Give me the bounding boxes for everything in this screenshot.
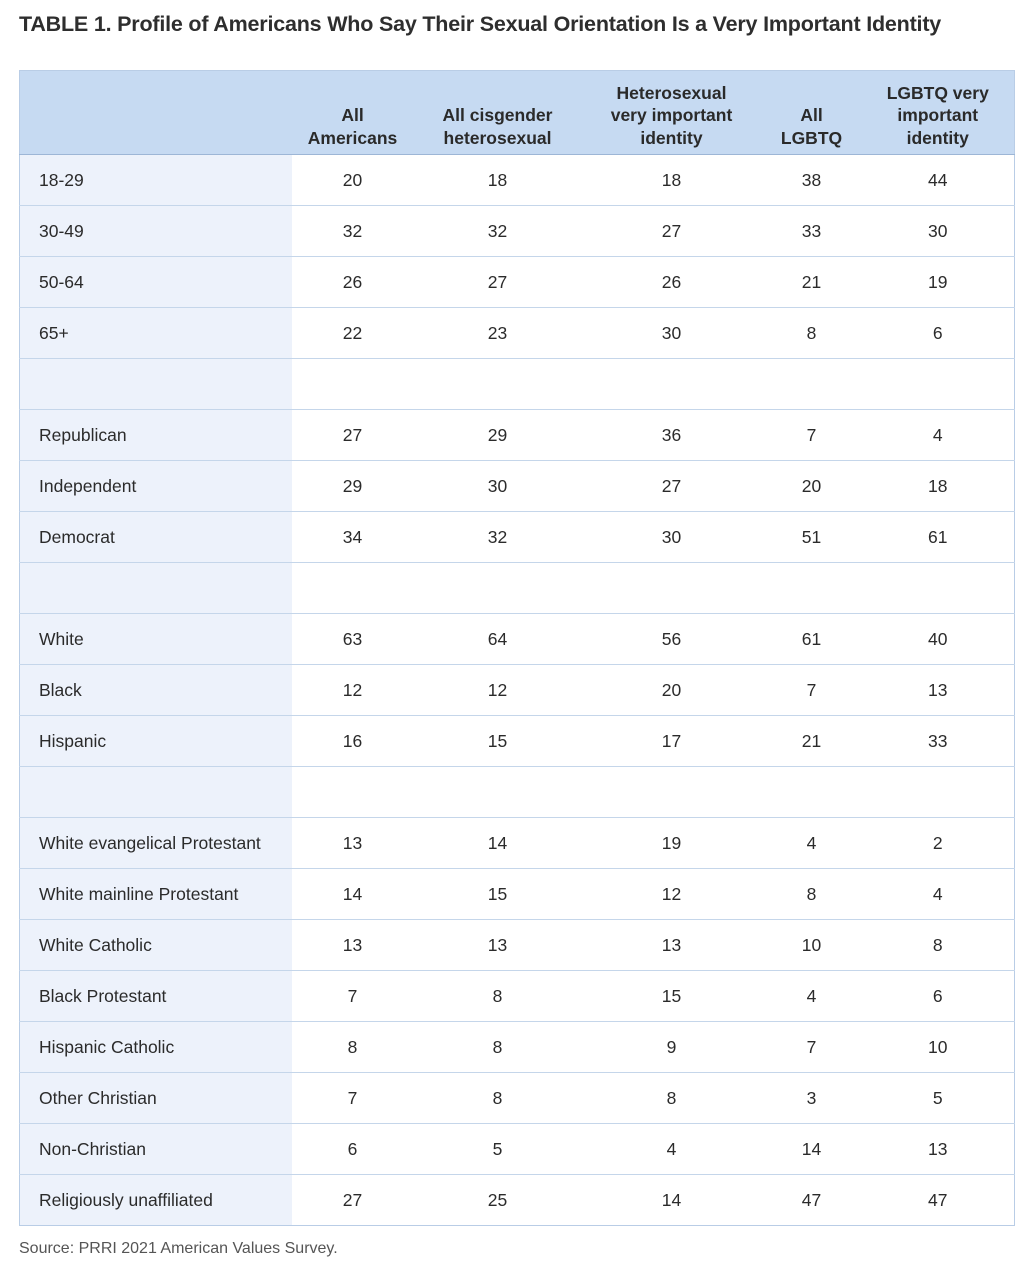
cell-value: 34 [292,512,414,563]
cell-value: 15 [414,869,582,920]
cell-value [862,359,1015,410]
table-row [20,920,1015,971]
cell-value: 44 [862,155,1015,206]
cell-value: 17 [582,716,762,767]
cell-value: 15 [414,716,582,767]
row-label: Democrat [20,512,292,563]
cell-value: 23 [414,308,582,359]
cell-value [762,359,862,410]
table-spacer-row [20,359,1015,410]
cell-value: 27 [582,206,762,257]
row-label: Other Christian [20,1073,292,1124]
column-header-line: Heterosexual [616,82,727,103]
row-label: Religiously unaffiliated [20,1175,292,1226]
cell-value [582,767,762,818]
cell-value: 61 [862,512,1015,563]
column-header [862,71,1015,155]
row-label: Black [20,665,292,716]
cell-value [414,359,582,410]
cell-value: 13 [292,920,414,971]
cell-value: 19 [582,818,762,869]
cell-value: 21 [762,716,862,767]
column-header [20,71,292,155]
cell-value: 4 [862,410,1015,461]
cell-value: 22 [292,308,414,359]
cell-value: 27 [292,410,414,461]
row-label [20,767,292,818]
table-row [20,971,1015,1022]
cell-value: 6 [862,308,1015,359]
cell-value [762,563,862,614]
cell-value: 6 [862,971,1015,1022]
table-row [20,818,1015,869]
column-header-line: All [800,105,823,125]
cell-value: 13 [862,665,1015,716]
cell-value: 7 [762,1022,862,1073]
column-header [582,71,762,155]
column-header-line: All [341,105,364,125]
column-header-line: LGBTQ very [886,82,989,103]
table-title: TABLE 1. Profile of Americans Who Say Their Sexual Orientation Is a Very Important Identity [19,12,942,36]
cell-value: 7 [762,410,862,461]
table-row [20,1175,1015,1226]
cell-value: 8 [414,1073,582,1124]
cell-value: 12 [582,869,762,920]
column-header [292,71,414,155]
cell-value [582,563,762,614]
cell-value [292,767,414,818]
cell-value: 32 [414,512,582,563]
cell-value: 14 [582,1175,762,1226]
cell-value [862,563,1015,614]
cell-value [414,767,582,818]
column-header-line: identity [640,127,703,148]
table-body [20,155,1015,1226]
cell-value: 7 [292,1073,414,1124]
cell-value: 8 [414,1022,582,1073]
cell-value: 26 [582,257,762,308]
table-row [20,716,1015,767]
cell-value: 13 [414,920,582,971]
table-row [20,155,1015,206]
cell-value: 12 [414,665,582,716]
row-label: 18-29 [20,155,292,206]
cell-value: 63 [292,614,414,665]
cell-value: 56 [582,614,762,665]
row-label: 30-49 [20,206,292,257]
cell-value: 8 [582,1073,762,1124]
cell-value: 30 [582,308,762,359]
cell-value: 30 [862,206,1015,257]
cell-value: 26 [292,257,414,308]
table-row [20,461,1015,512]
column-header-line: heterosexual [443,127,552,148]
column-header-line: All cisgender [442,105,553,125]
table-row [20,1124,1015,1175]
column-header-line: Americans [307,127,398,148]
cell-value: 32 [292,206,414,257]
table-row [20,206,1015,257]
table-row [20,410,1015,461]
row-label: Non-Christian [20,1124,292,1175]
cell-value: 30 [582,512,762,563]
row-label: Independent [20,461,292,512]
cell-value: 20 [582,665,762,716]
cell-value: 6 [292,1124,414,1175]
table-header-row [20,71,1015,155]
table-spacer-row [20,767,1015,818]
cell-value: 16 [292,716,414,767]
cell-value: 29 [292,461,414,512]
cell-value: 4 [762,818,862,869]
cell-value: 12 [292,665,414,716]
table-row [20,869,1015,920]
cell-value: 19 [862,257,1015,308]
row-label: 65+ [20,308,292,359]
cell-value: 27 [582,461,762,512]
cell-value: 7 [762,665,862,716]
cell-value: 47 [862,1175,1015,1226]
cell-value [292,359,414,410]
cell-value: 7 [292,971,414,1022]
cell-value: 8 [862,920,1015,971]
cell-value [862,767,1015,818]
cell-value [762,767,862,818]
cell-value: 27 [414,257,582,308]
column-header-line: important [897,105,979,125]
table-row [20,308,1015,359]
column-header [414,71,582,155]
cell-value: 14 [762,1124,862,1175]
table-row [20,257,1015,308]
cell-value: 5 [862,1073,1015,1124]
row-label: Hispanic Catholic [20,1022,292,1073]
table-spacer-row [20,563,1015,614]
cell-value: 33 [862,716,1015,767]
cell-value: 18 [414,155,582,206]
cell-value: 13 [862,1124,1015,1175]
cell-value: 8 [762,869,862,920]
cell-value: 20 [762,461,862,512]
cell-value: 51 [762,512,862,563]
cell-value: 5 [414,1124,582,1175]
cell-value: 10 [762,920,862,971]
cell-value [292,563,414,614]
cell-value: 30 [414,461,582,512]
cell-value [582,359,762,410]
row-label: Republican [20,410,292,461]
row-label [20,563,292,614]
cell-value: 18 [582,155,762,206]
cell-value: 3 [762,1073,862,1124]
cell-value: 2 [862,818,1015,869]
cell-value: 8 [762,308,862,359]
cell-value: 38 [762,155,862,206]
cell-value: 47 [762,1175,862,1226]
source-note: Source: PRRI 2021 American Values Survey. [19,1240,338,1257]
cell-value: 14 [292,869,414,920]
row-label: White Catholic [20,920,292,971]
cell-value: 33 [762,206,862,257]
row-label [20,359,292,410]
cell-value: 21 [762,257,862,308]
cell-value: 40 [862,614,1015,665]
table-row [20,1022,1015,1073]
row-label: White mainline Protestant [20,869,292,920]
cell-value: 4 [862,869,1015,920]
column-header-line: very important [610,105,733,125]
cell-value: 20 [292,155,414,206]
cell-value: 13 [292,818,414,869]
row-label: Hispanic [20,716,292,767]
cell-value: 61 [762,614,862,665]
row-label: 50-64 [20,257,292,308]
row-label: White [20,614,292,665]
cell-value: 15 [582,971,762,1022]
cell-value: 9 [582,1022,762,1073]
row-label: White evangelical Protestant [20,818,292,869]
table-row [20,1073,1015,1124]
table-row [20,665,1015,716]
cell-value: 25 [414,1175,582,1226]
cell-value: 64 [414,614,582,665]
cell-value: 8 [292,1022,414,1073]
column-header [762,71,862,155]
table-row [20,512,1015,563]
cell-value: 4 [762,971,862,1022]
table-row [20,614,1015,665]
cell-value: 8 [414,971,582,1022]
cell-value: 32 [414,206,582,257]
cell-value: 13 [582,920,762,971]
cell-value: 27 [292,1175,414,1226]
cell-value [414,563,582,614]
cell-value: 36 [582,410,762,461]
cell-value: 4 [582,1124,762,1175]
cell-value: 29 [414,410,582,461]
column-header-line: LGBTQ [780,127,843,148]
column-header-line: identity [906,127,969,148]
cell-value: 14 [414,818,582,869]
profile-table [19,70,1015,1226]
cell-value: 18 [862,461,1015,512]
cell-value: 10 [862,1022,1015,1073]
row-label: Black Protestant [20,971,292,1022]
